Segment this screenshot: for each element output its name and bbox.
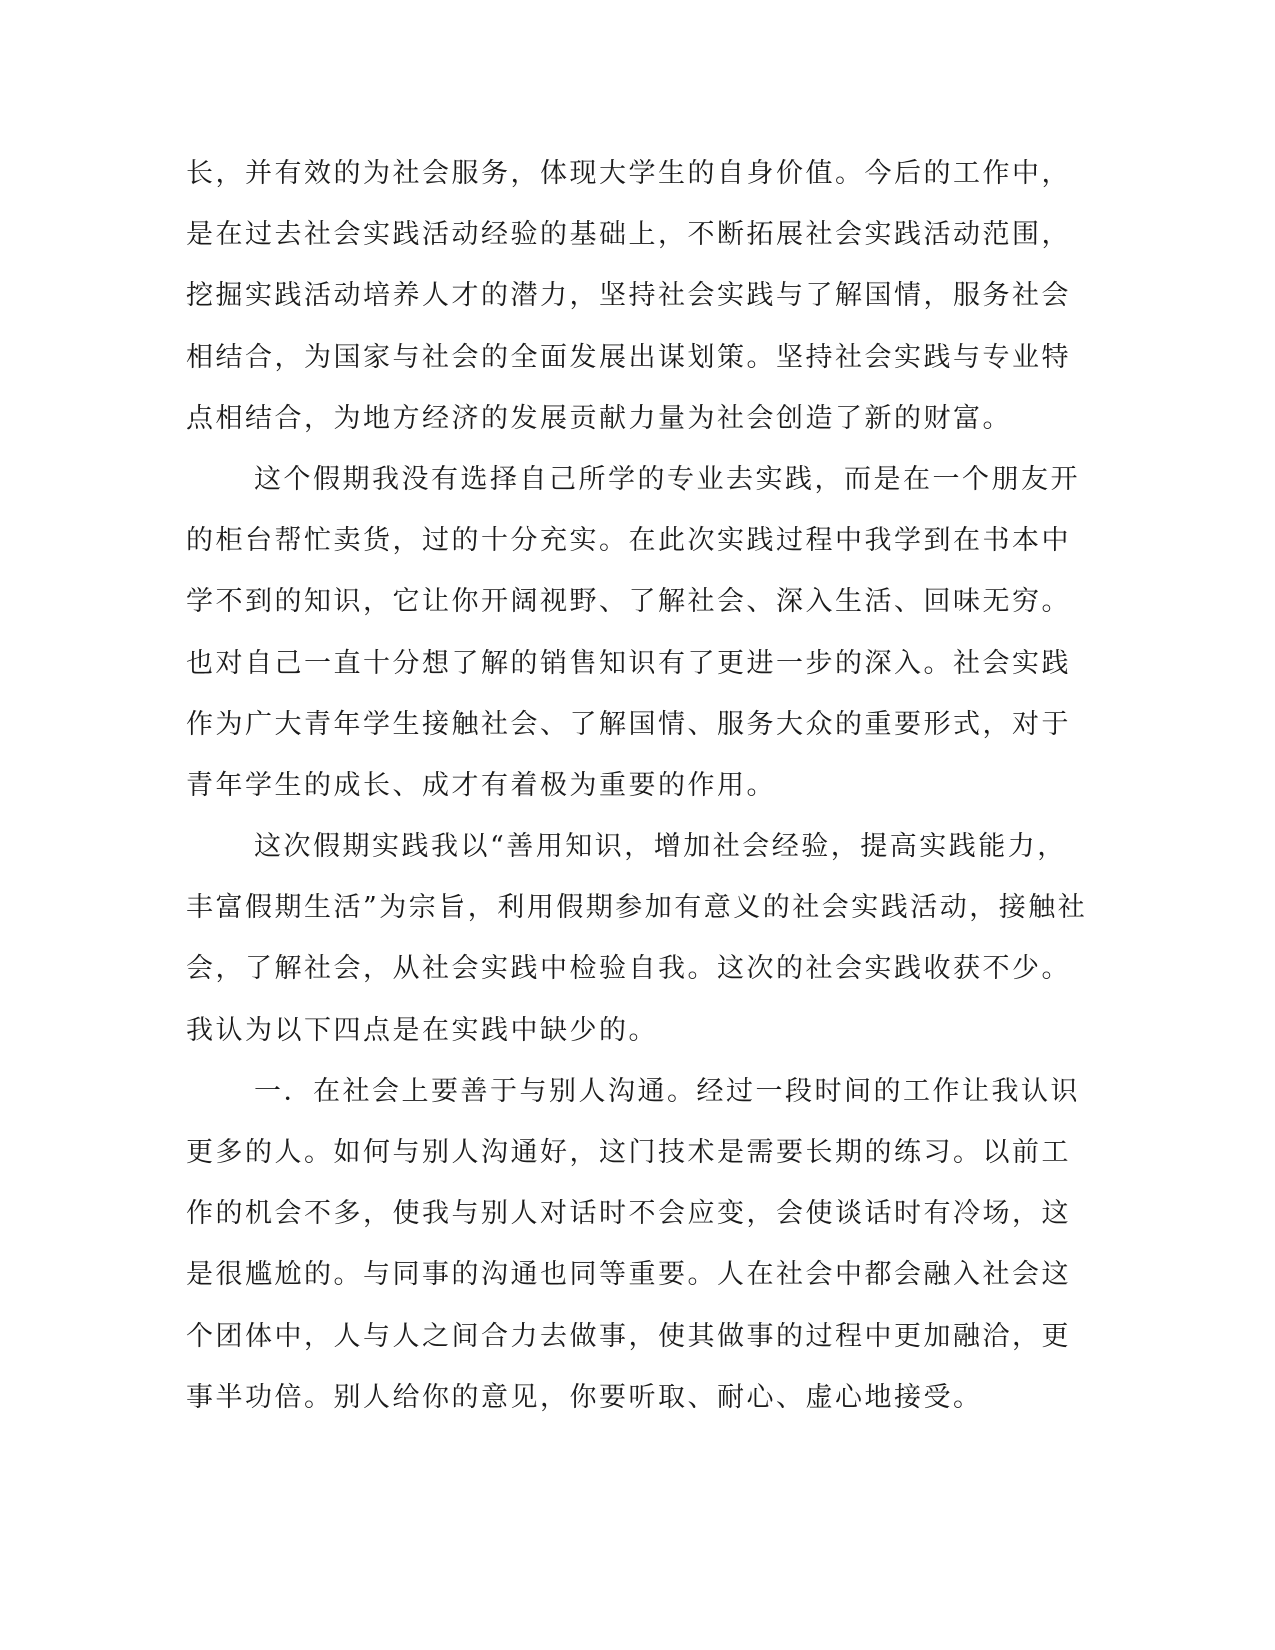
text-line: 更多的人。如何与别人沟通好，这门技术是需要长期的练习。以前工 [186, 1137, 1071, 1168]
text-line: 的柜台帮忙卖货，过的十分充实。在此次实践过程中我学到在书本中 [186, 525, 1071, 557]
text-line: 作的机会不多，使我与别人对话时不会应变，会使谈话时有冷场，这 [186, 1198, 1071, 1230]
text-line: 学不到的知识，它让你开阔视野、了解社会、深入生活、回味无穷。 [186, 586, 1071, 618]
paragraph-start-line: 一．在社会上要善于与别人沟通。经过一段时间的工作让我认识 [254, 1075, 1080, 1107]
text-line: 会，了解社会，从社会实践中检验自我。这次的社会实践收获不少。 [186, 953, 1071, 985]
text-line: 长，并有效的为社会服务，体现大学生的自身价值。今后的工作中， [186, 158, 1071, 189]
text-line: 点相结合，为地方经济的发展贡献力量为社会创造了新的财富。 [186, 402, 1012, 434]
text-line: 挖掘实践活动培养人才的潜力，坚持社会实践与了解国情，服务社会 [186, 280, 1071, 312]
text-line: 相结合，为国家与社会的全面发展出谋划策。坚持社会实践与专业特 [186, 341, 1071, 373]
text-line: 青年学生的成长、成才有着极为重要的作用。 [186, 769, 776, 801]
text-line: 作为广大青年学生接触社会、了解国情、服务大众的重要形式，对于 [186, 708, 1071, 740]
text-line: 丰富假期生活”为宗旨，利用假期参加有意义的社会实践活动，接触社 [186, 892, 1088, 924]
text-line: 我认为以下四点是在实践中缺少的。 [186, 1014, 658, 1046]
paragraph-start-line: 这次假期实践我以“善用知识，增加社会经验，提高实践能力， [254, 831, 1067, 863]
body-text [186, 143, 1088, 1428]
text-line: 是在过去社会实践活动经验的基础上，不断拓展社会实践活动范围， [186, 219, 1071, 251]
text-line: 个团体中，人与人之间合力去做事，使其做事的过程中更加融洽，更 [186, 1320, 1071, 1352]
paragraph-start-line: 这个假期我没有选择自己所学的专业去实践，而是在一个朋友开 [254, 463, 1080, 495]
text-line: 是很尴尬的。与同事的沟通也同等重要。人在社会中都会融入社会这 [186, 1259, 1071, 1291]
text-line: 事半功倍。别人给你的意见，你要听取、耐心、虚心地接受。 [186, 1381, 983, 1413]
text-line: 也对自己一直十分想了解的销售知识有了更进一步的深入。社会实践 [186, 647, 1071, 679]
